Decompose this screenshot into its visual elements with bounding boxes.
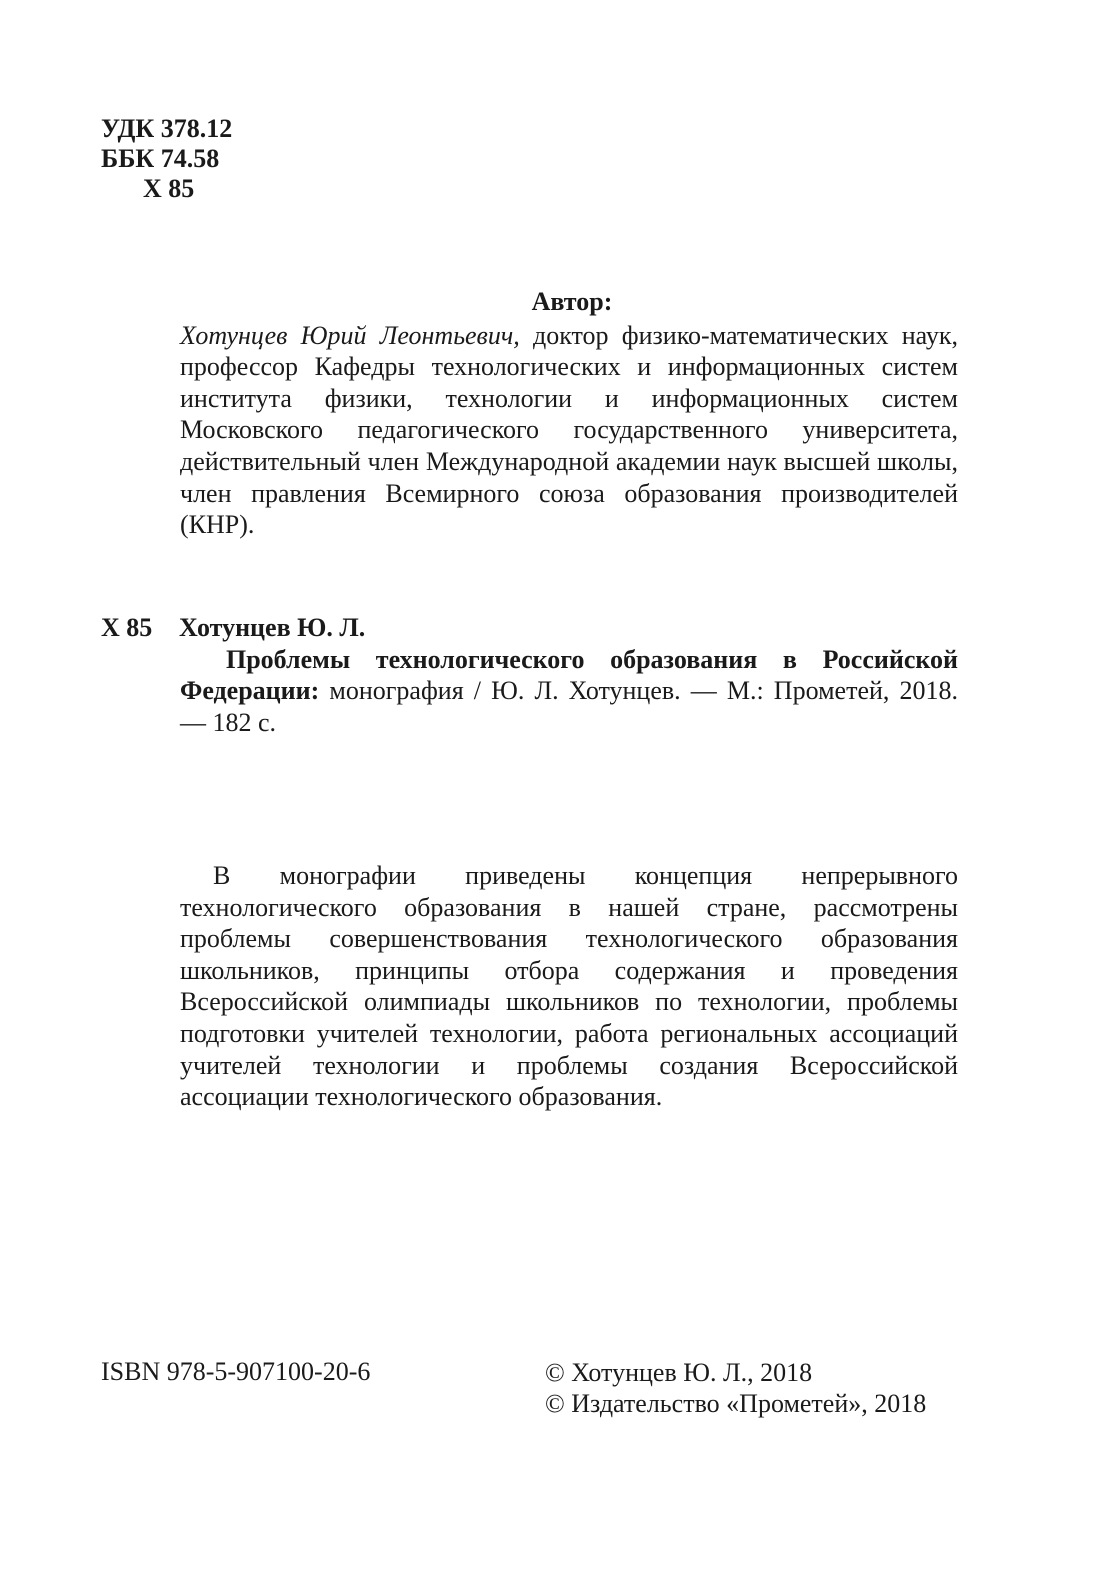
copyright-publisher: © Издательство «Прометей», 2018 [545, 1389, 927, 1418]
biblio-header [101, 612, 958, 644]
isbn: ISBN 978-5-907100-20-6 [101, 1357, 371, 1386]
abstract: В монографии приведены концепция непрерывного технологического образования в нашей стране, рассмотрены проблемы совершенствования технологического образования школьников, принципы отбора содержания и проведения Всероссийской олимпиады школьников по технологии, проблемы подготовки учителей технологии, работа региональных ассоциаций учителей технологии и проблемы создания Всероссийской ассоциации технологического образования. [180, 861, 958, 1112]
author-info [180, 320, 958, 541]
classification-codes [101, 114, 232, 204]
copyright-block [545, 1357, 926, 1419]
author-description: доктор физико-математических наук, профессор Кафедры технологических и информационных систем института физики, технологии и информационных систем Московского педагогического государственного университета, действительный член Международной академии наук высшей школы, член правления Всемирного союза образования производителей (КНР). [180, 320, 958, 540]
bbk-code: ББК 74.58 [101, 144, 220, 173]
author-block [180, 286, 958, 541]
biblio-title: Проблемы технологического образования в Российской Федерации: [180, 644, 958, 706]
copyright-author: © Хотунцев Ю. Л., 2018 [545, 1358, 813, 1387]
biblio-author: Хотунцев Ю. Л. [179, 613, 366, 642]
author-name: Хотунцев Юрий Леонтьевич, [180, 320, 520, 350]
biblio-description [101, 644, 958, 739]
udk-code: УДК 378.12 [101, 114, 233, 143]
bibliographic-record [101, 612, 958, 738]
biblio-code: Х 85 [101, 613, 153, 642]
biblio-details: монография / Ю. Л. Хотунцев. — М.: Прометей, 2018. — 182 с. [180, 676, 958, 737]
author-heading: Автор: [531, 287, 613, 316]
author-sign-code: Х 85 [143, 174, 195, 203]
